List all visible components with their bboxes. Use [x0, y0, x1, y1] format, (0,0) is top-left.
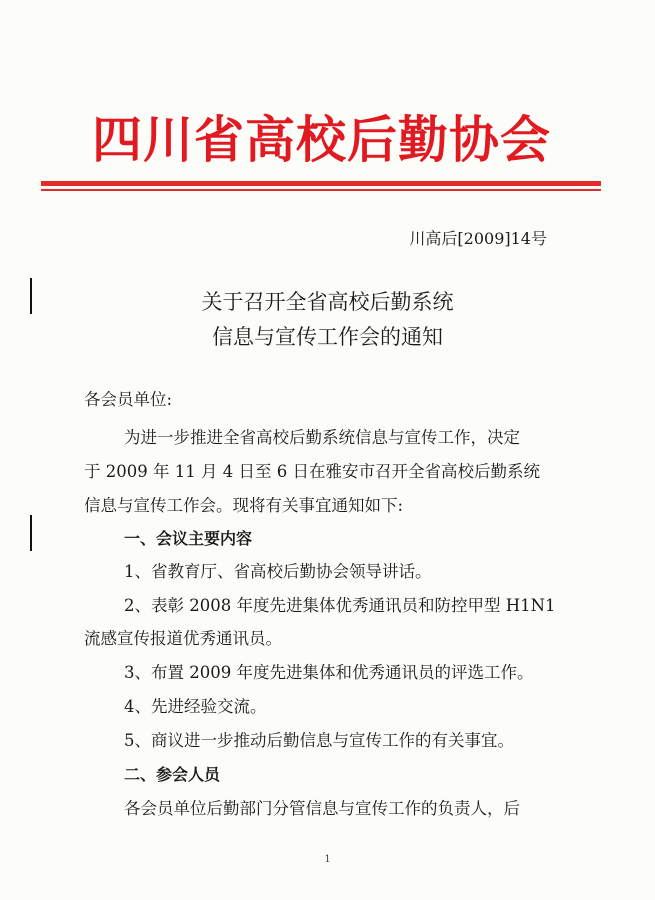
list-item-continuation: 流感宣传报道优秀通讯员。: [84, 629, 282, 648]
list-item: 2、表彰 2008 年度先进集体优秀通讯员和防控甲型 H1N1: [124, 596, 556, 615]
list-item: 4、先进经验交流。: [124, 697, 267, 716]
document-title-line-1: 关于召开全省高校后勤系统: [201, 290, 454, 314]
section-heading: 二、参会人员: [124, 765, 221, 784]
section-heading: 一、会议主要内容: [124, 529, 253, 548]
binding-mark: [30, 515, 32, 551]
list-item: 1、省教育厅、省高校后勤协会领导讲话。: [124, 562, 432, 581]
org-letterhead-title: 四川省高校后勤协会: [92, 110, 551, 169]
list-item: 5、商议进一步推动后勤信息与宣传工作的有关事宜。: [124, 731, 514, 750]
intro-line: 于 2009 年 11 月 4 日至 6 日在雅安市召开全省高校后勤系统: [84, 462, 540, 481]
salutation: 各会员单位:: [84, 390, 173, 409]
letterhead-red-line-thick: [41, 181, 601, 186]
section-text: 各会员单位后勤部门分管信息与宣传工作的负责人，后: [124, 799, 520, 818]
letterhead-red-line-thin: [41, 189, 601, 191]
page-number: 1: [324, 854, 331, 865]
intro-line: 信息与宣传工作会。现将有关事宜通知如下:: [84, 496, 404, 515]
document-title-line-2: 信息与宣传工作会的通知: [212, 325, 443, 349]
document-number: 川高后[2009]14号: [409, 229, 547, 248]
intro-line: 为进一步推进全省高校后勤系统信息与宣传工作，决定: [124, 428, 520, 447]
list-item: 3、布置 2009 年度先进集体和优秀通讯员的评选工作。: [124, 663, 534, 682]
